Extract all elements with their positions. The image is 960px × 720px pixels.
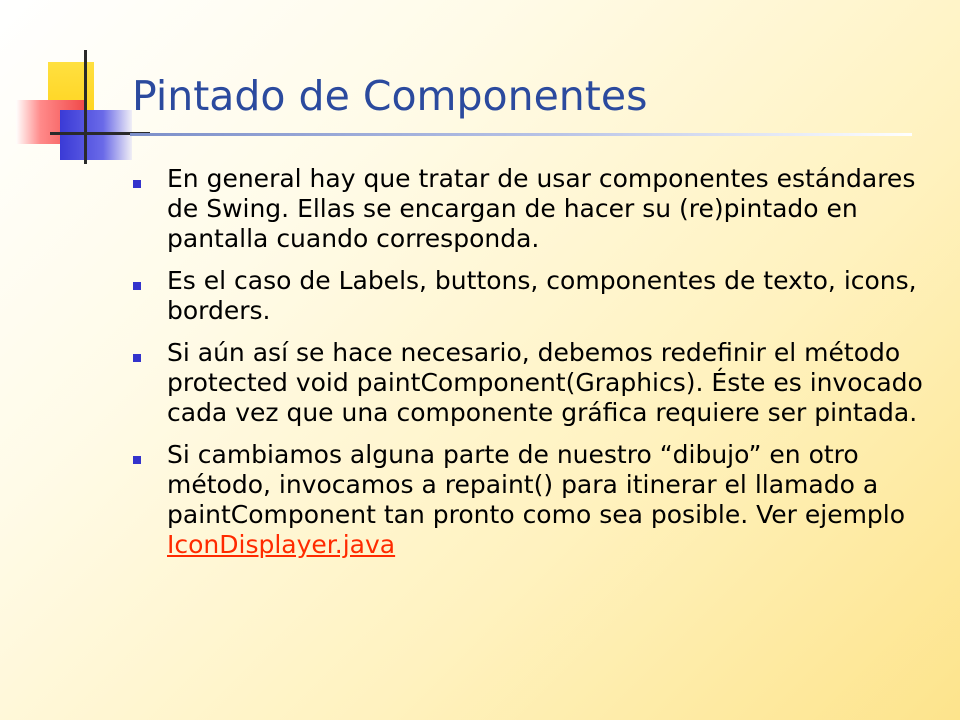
title-underline: [130, 133, 912, 136]
bullet-square-icon: [133, 354, 141, 362]
bullet-item: [131, 266, 931, 326]
decor-vertical-line: [84, 50, 87, 164]
bullet-square-icon: [133, 456, 141, 464]
bullet-item: [131, 338, 931, 428]
bullet-list: [131, 164, 931, 572]
bullet-square-icon: [133, 282, 141, 290]
bullet-item: [131, 440, 931, 560]
icondisplayer-link[interactable]: IconDisplayer.java: [167, 530, 396, 559]
bullet-text: Es el caso de Labels, buttons, componentes de texto, icons, borders.: [167, 266, 917, 325]
bullet-text: En general hay que tratar de usar componentes estándares de Swing. Ellas se encargan de hacer su (re)pintado en pantalla cuando corresponda.: [167, 164, 916, 253]
bullet-square-icon: [133, 180, 141, 188]
bullet-item: [131, 164, 931, 254]
bullet-text: Si aún así se hace necesario, debemos redefinir el método protected void paintComponent(Graphics). Éste es invocado cada vez que una componente gráfica requiere ser pintada.: [167, 338, 923, 427]
decor-blue-block: [60, 110, 132, 160]
slide-title: Pintado de Componentes: [132, 72, 648, 120]
bullet-text: Si cambiamos alguna parte de nuestro “dibujo” en otro método, invocamos a repaint() para itinerar el llamado a paintComponent tan pronto como sea posible. Ver ejemplo: [167, 440, 906, 529]
